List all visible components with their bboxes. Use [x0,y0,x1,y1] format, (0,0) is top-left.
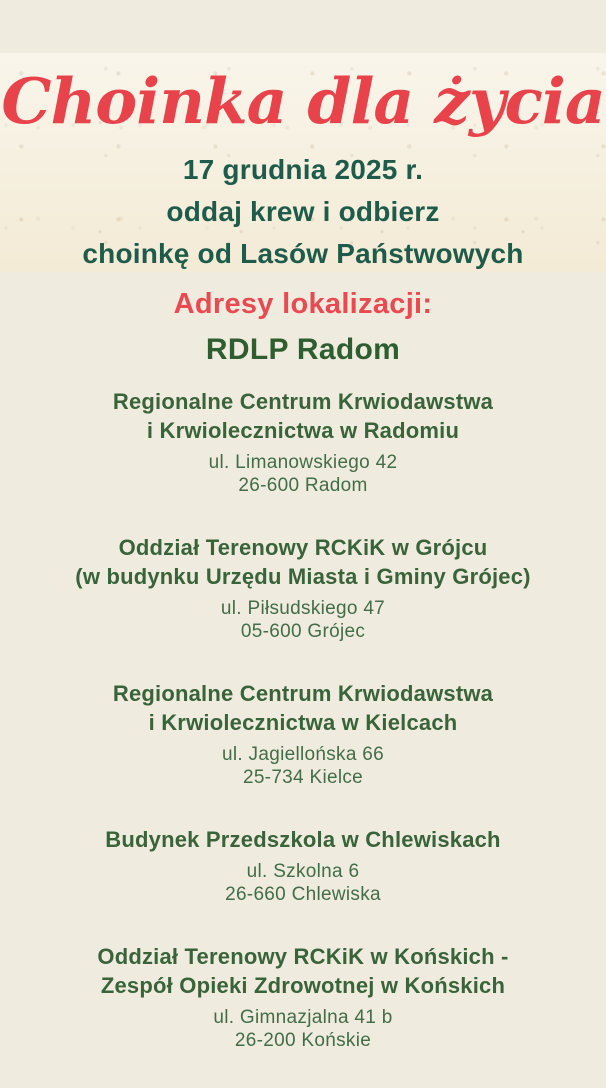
region-heading: RDLP Radom [205,333,401,366]
location-name-line: Zespół Opieki Zdrowotnej w Końskich [100,973,506,998]
paper-texture-band [0,53,606,272]
location-street: ul. Jagiellońska 66 [221,744,385,765]
location-name [0,387,606,445]
subtitle-line-2: oddaj krew i odbierz [166,196,440,227]
locations-list [0,387,606,1088]
location-name [0,825,606,854]
location-name-line: i Krwiolecznictwa w Kielcach [148,710,458,735]
poster-title: Choinka dla życia [1,64,605,138]
location-block-chlewiska [0,825,606,906]
location-name-line: Regionalne Centrum Krwiodawstwa [112,389,494,414]
location-name [0,942,606,1000]
location-name-line: Oddział Terenowy RCKiK w Grójcu [118,535,488,560]
location-address [0,451,606,497]
location-city: 05-600 Grójec [240,621,366,642]
subtitle-line-3: choinkę od Lasów Państwowych [82,238,524,269]
location-address [0,743,606,789]
location-name [0,679,606,737]
location-street: ul. Gimnazjalna 41 b [213,1007,393,1028]
location-address [0,1006,606,1052]
location-street: ul. Limanowskiego 42 [208,452,398,473]
location-street: ul. Piłsudskiego 47 [220,598,386,619]
location-address [0,597,606,643]
location-name-line: (w budynku Urzędu Miasta i Gminy Grójec) [75,564,531,589]
location-block-grojec [0,533,606,643]
location-name-line: Budynek Przedszkola w Chlewiskach [105,827,501,852]
location-name-line: Regionalne Centrum Krwiodawstwa [112,681,494,706]
location-name-line: Oddział Terenowy RCKiK w Końskich - [97,944,509,969]
location-address [0,860,606,906]
event-date-line: 17 grudnia 2025 r. [182,154,424,185]
location-block-kielce [0,679,606,789]
event-subtitle [0,149,606,275]
location-name-line: i Krwiolecznictwa w Radomiu [146,418,460,443]
location-block-konskie [0,942,606,1052]
location-block-radom [0,387,606,497]
location-city: 26-200 Końskie [234,1030,372,1051]
location-city: 26-660 Chlewiska [225,884,381,905]
location-name [0,533,606,591]
location-city: 25-734 Kielce [242,767,364,788]
header [0,53,606,275]
addresses-heading: Adresy lokalizacji: [173,288,433,320]
location-city: 26-600 Radom [238,475,368,496]
location-street: ul. Szkolna 6 [246,861,360,882]
